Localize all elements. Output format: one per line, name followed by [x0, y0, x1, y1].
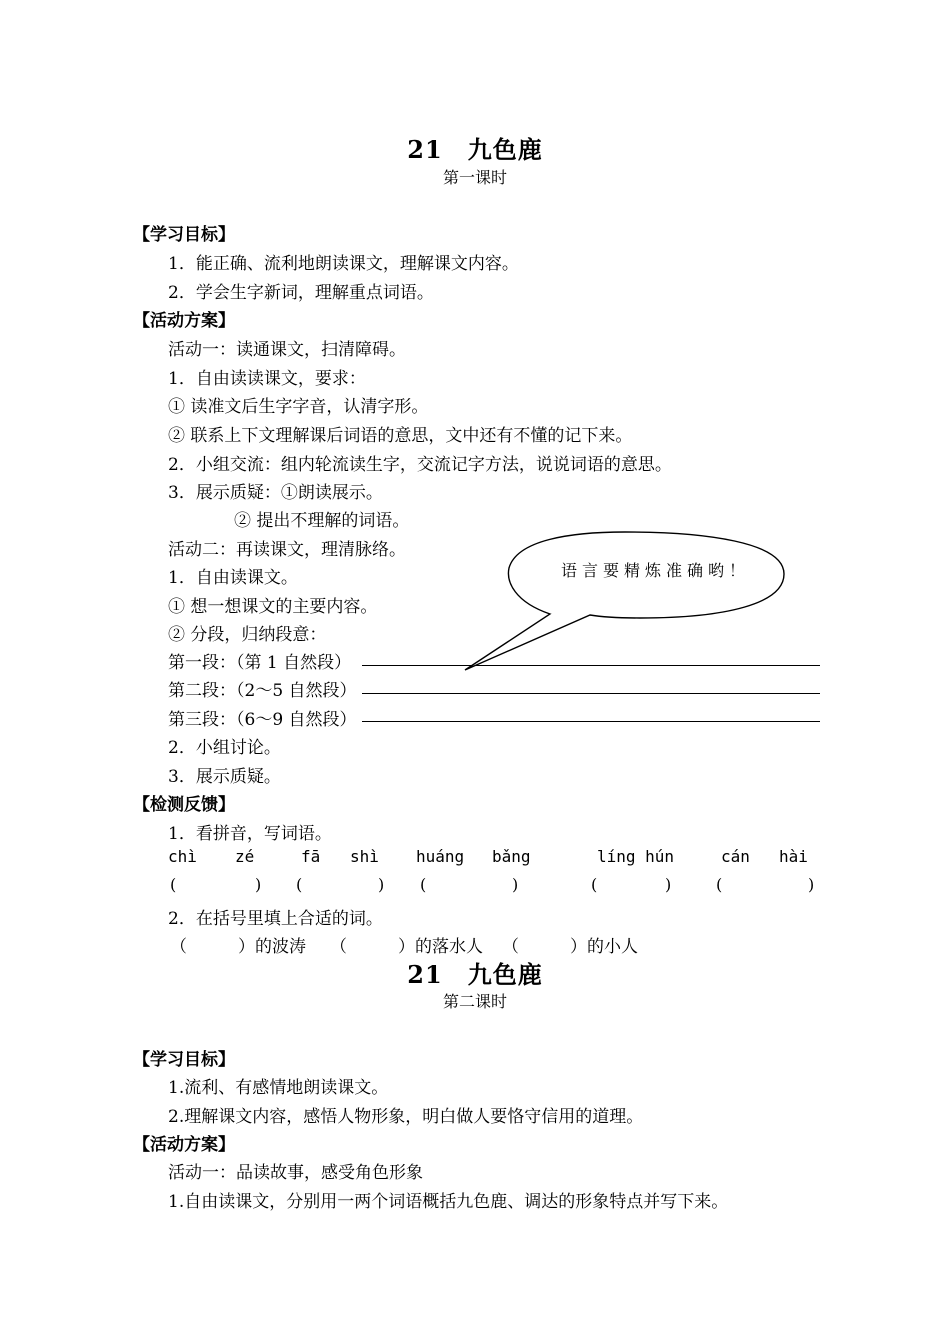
- lesson1-title: 21 九色鹿: [407, 135, 543, 164]
- pinyin: fā: [301, 847, 321, 866]
- goal-item: 2．学会生字新词，理解重点词语。: [168, 283, 434, 303]
- pinyin: hài: [779, 847, 808, 866]
- activity-line: ② 联系上下文理解课后词语的意思，文中还有不懂的记下来。: [168, 426, 633, 446]
- feedback-question: 2．在括号里填上合适的词。: [168, 909, 383, 929]
- pinyin: bǎng: [492, 847, 531, 866]
- lesson2-subtitle: 第二课时: [442, 992, 507, 1011]
- goals-heading: 【学习目标】: [133, 225, 235, 245]
- answer-paren-open: (: [296, 875, 303, 894]
- pinyin: líng hún: [597, 847, 675, 866]
- segment-label: 第三段：（6～9 自然段）: [168, 710, 357, 730]
- activity-line: 2．小组讨论。: [168, 738, 281, 758]
- bubble-text: 语言要精炼准确哟！: [561, 561, 751, 580]
- activity-one-title: 活动一：品读故事，感受角色形象: [168, 1163, 423, 1183]
- answer-paren-close: ): [665, 875, 672, 894]
- plan-heading: 【活动方案】: [133, 1135, 235, 1155]
- answer-paren-close: ): [255, 875, 262, 894]
- segment-answer-line[interactable]: [362, 721, 820, 722]
- fill-blank-item: （ ）的小人: [502, 937, 638, 957]
- lesson2-title: 21 九色鹿: [407, 960, 543, 989]
- activity-line: 3．展示质疑。: [168, 767, 281, 787]
- goals-heading: 【学习目标】: [133, 1050, 235, 1070]
- fill-blank-item: （ ）的落水人: [330, 937, 483, 957]
- answer-paren-close: ): [808, 875, 815, 894]
- activity-line: 1．自由读课文。: [168, 568, 298, 588]
- answer-paren-open: (: [170, 875, 177, 894]
- answer-paren-close: ): [512, 875, 519, 894]
- activity-line: 1．自由读读课文，要求：: [168, 369, 366, 389]
- feedback-heading: 【检测反馈】: [133, 795, 235, 815]
- pinyin: huáng: [416, 847, 465, 866]
- answer-paren-open: (: [420, 875, 427, 894]
- speech-bubble-shape: [440, 530, 800, 690]
- goal-item: 2.理解课文内容，感悟人物形象，明白做人要恪守信用的道理。: [168, 1107, 644, 1127]
- pinyin: chì: [168, 847, 197, 866]
- pinyin: cán: [721, 847, 750, 866]
- feedback-question: 1．看拼音，写词语。: [168, 824, 332, 844]
- activity-line: ① 想一想课文的主要内容。: [168, 597, 378, 617]
- fill-blank-item: （ ）的波涛: [170, 937, 306, 957]
- activity-one-title: 活动一：读通课文，扫清障碍。: [168, 340, 406, 360]
- activity-line: ① 读准文后生字字音，认清字形。: [168, 397, 429, 417]
- segment-label: 第二段：（2～5 自然段）: [168, 681, 357, 701]
- pinyin: shì: [350, 847, 379, 866]
- answer-paren-open: (: [716, 875, 723, 894]
- activity-line: 1.自由读课文，分别用一两个词语概括九色鹿、调达的形象特点并写下来。: [168, 1192, 729, 1212]
- activity-line: ② 分段，归纳段意：: [168, 625, 327, 645]
- answer-paren-close: ): [378, 875, 385, 894]
- lesson1-subtitle: 第一课时: [442, 168, 507, 187]
- speech-bubble: [440, 530, 800, 694]
- segment-label: 第一段：（第 1 自然段）: [168, 653, 352, 673]
- pinyin: zé: [235, 847, 255, 866]
- goal-item: 1.流利、有感情地朗读课文。: [168, 1078, 389, 1098]
- activity-two-title: 活动二：再读课文，理清脉络。: [168, 540, 406, 560]
- activity-line: 3．展示质疑：①朗读展示。: [168, 483, 383, 503]
- activity-line: 2．小组交流：组内轮流读生字，交流记字方法，说说词语的意思。: [168, 455, 672, 475]
- plan-heading: 【活动方案】: [133, 311, 235, 331]
- activity-subline: ② 提出不理解的词语。: [234, 511, 410, 531]
- goal-item: 1．能正确、流利地朗读课文，理解课文内容。: [168, 254, 519, 274]
- answer-paren-open: (: [591, 875, 598, 894]
